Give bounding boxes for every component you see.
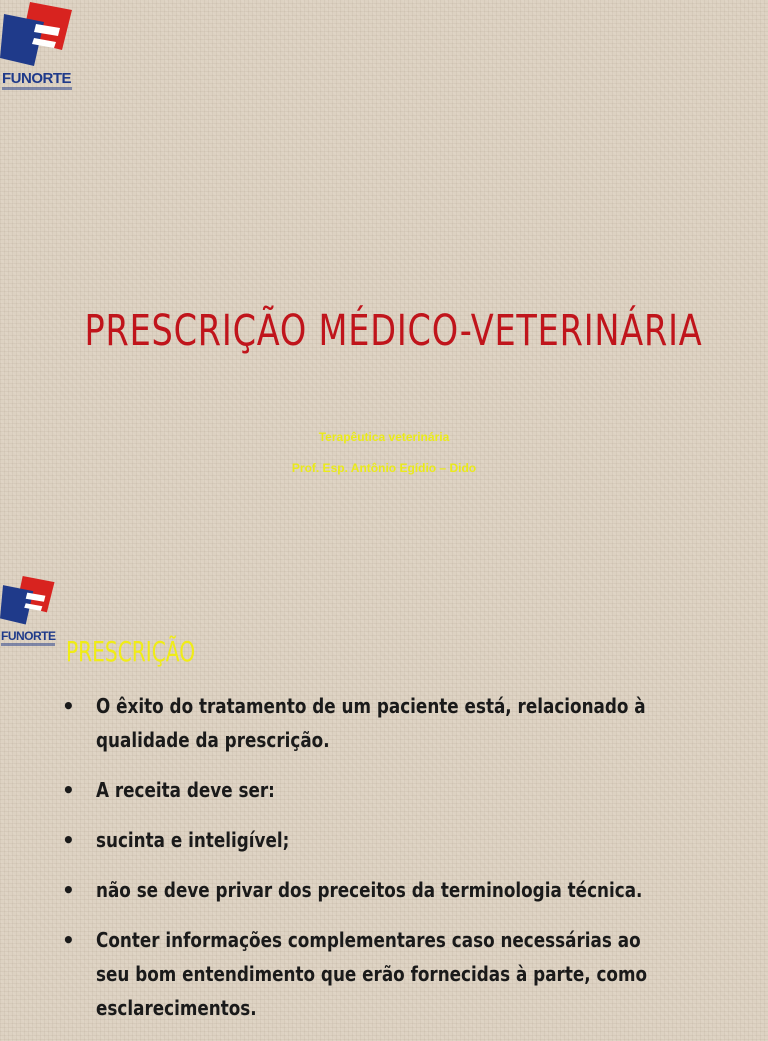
bullet-item: [62, 689, 752, 757]
content-slide: [0, 565, 768, 1024]
bullet-item: [62, 873, 752, 907]
logo-text-small: FUNORTE: [1, 629, 56, 643]
bullet-item: [62, 923, 752, 1025]
funorte-logo-icon: [0, 0, 74, 70]
logo-underline-small: [1, 643, 55, 646]
subtitle-professor: Prof. Esp. Antônio Egídio – Dido: [291, 461, 477, 475]
bullet-line: Conter informações complementares caso necessárias ao: [96, 928, 641, 952]
bullet-dot-icon: •: [62, 828, 75, 852]
bullet-dot-icon: •: [62, 878, 75, 902]
bullet-list: [62, 689, 752, 1041]
funorte-logo-small-icon: [0, 573, 56, 629]
logo-text: FUNORTE: [2, 70, 71, 87]
bullet-dot-icon: •: [62, 778, 75, 802]
subtitle-course: Terapêutica veterinária: [318, 430, 450, 444]
main-title: PRESCRIÇÃO MÉDICO-VETERINÁRIA: [84, 306, 703, 356]
funorte-logo-small: [0, 573, 56, 658]
bullet-line: qualidade da prescrição.: [96, 728, 330, 752]
bullet-line: O êxito do tratamento de um paciente está, relacionado à: [96, 694, 646, 718]
section-title: PRESCRIÇÃO: [66, 635, 196, 668]
bullet-dot-icon: •: [62, 928, 75, 952]
logo-underline: [2, 87, 72, 90]
bullet-item: [62, 773, 752, 807]
bullet-line: sucinta e inteligível;: [96, 828, 290, 852]
bullet-line: A receita deve ser:: [96, 778, 275, 802]
bullet-item: [62, 823, 752, 857]
bullet-line: esclarecimentos.: [96, 996, 257, 1020]
bullet-line: seu bom entendimento que erão fornecidas à parte, como: [96, 962, 648, 986]
funorte-logo: [0, 0, 74, 100]
bullet-line: não se deve privar dos preceitos da terminologia técnica.: [96, 878, 643, 902]
bullet-dot-icon: •: [62, 694, 75, 718]
